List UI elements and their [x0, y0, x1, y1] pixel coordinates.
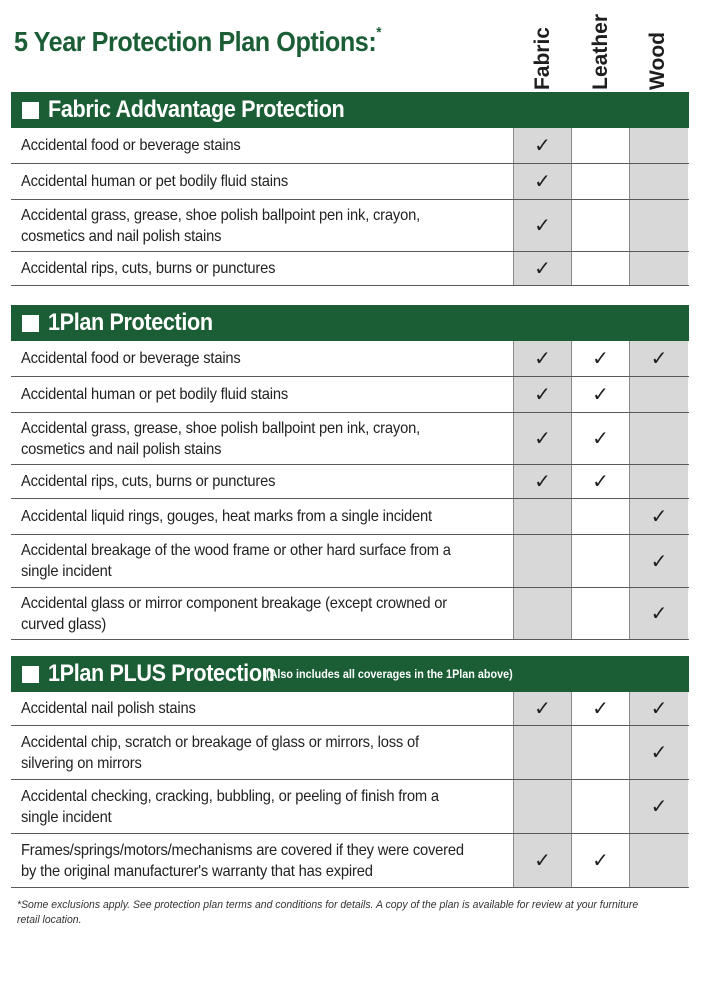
table-row	[11, 726, 689, 780]
coverage-label-text: Accidental rips, cuts, burns or punctures	[21, 260, 276, 277]
check-cell-wood	[629, 377, 688, 412]
checkmark-icon: ✓	[650, 698, 668, 720]
check-cell-wood	[629, 465, 688, 498]
coverage-label	[11, 164, 513, 199]
coverage-label-text: Accidental grass, grease, shoe polish ballpoint pen ink, crayon, cosmetics and nail polish stains	[21, 419, 420, 458]
checkmark-icon: ✓	[650, 603, 668, 625]
column-header-leather	[586, 4, 616, 90]
coverage-label-text: Accidental food or beverage stains	[21, 137, 241, 154]
column-header-fabric	[528, 4, 558, 90]
check-cell-wood	[629, 692, 688, 725]
coverage-label-text: Accidental rips, cuts, burns or punctures	[21, 473, 276, 490]
coverage-label-text: Accidental nail polish stains	[21, 700, 196, 717]
check-cell-fabric	[513, 834, 571, 887]
check-cell-wood	[629, 128, 688, 163]
check-cell-wood	[629, 413, 688, 464]
page-title	[14, 23, 382, 58]
check-cell-leather	[571, 252, 629, 285]
table-row	[11, 465, 689, 499]
checkmark-icon: ✓	[592, 384, 609, 406]
check-cell-wood	[629, 252, 688, 285]
check-cell-leather	[571, 834, 629, 887]
section-fabric-addvantage	[11, 92, 689, 286]
check-cell-fabric	[513, 499, 571, 534]
coverage-label	[11, 200, 513, 251]
checkmark-icon: ✓	[534, 258, 551, 280]
checkmark-icon: ✓	[534, 135, 551, 157]
coverage-label-text: Accidental glass or mirror component breakage (except crowned or curved glass)	[21, 594, 447, 633]
coverage-label	[11, 588, 513, 639]
coverage-label	[11, 692, 513, 725]
checkmark-icon: ✓	[650, 742, 668, 764]
table-row	[11, 834, 689, 888]
check-cell-fabric	[513, 341, 571, 376]
check-cell-fabric	[513, 780, 571, 833]
table-row	[11, 377, 689, 413]
check-cell-wood	[629, 164, 688, 199]
check-cell-fabric	[513, 252, 571, 285]
check-cell-wood	[629, 535, 688, 587]
table-row	[11, 341, 689, 377]
section-header	[11, 656, 689, 692]
check-cell-leather	[571, 780, 629, 833]
table-row	[11, 413, 689, 465]
table-row	[11, 200, 689, 252]
coverage-label	[11, 499, 513, 534]
coverage-label-text: Accidental human or pet bodily fluid stains	[21, 386, 289, 403]
check-cell-wood	[629, 780, 688, 833]
check-cell-leather	[571, 377, 629, 412]
checkmark-icon: ✓	[534, 698, 551, 720]
table-row	[11, 499, 689, 535]
checkmark-icon: ✓	[534, 215, 551, 237]
section-title: 1Plan PLUS Protection	[48, 660, 275, 687]
checkmark-icon: ✓	[534, 428, 551, 450]
check-cell-fabric	[513, 377, 571, 412]
checkmark-icon: ✓	[534, 384, 551, 406]
checkmark-icon: ✓	[534, 471, 551, 493]
section-1plan-plus	[11, 656, 689, 888]
check-cell-fabric	[513, 200, 571, 251]
coverage-label	[11, 834, 513, 887]
check-cell-fabric	[513, 465, 571, 498]
column-header-label: Wood	[646, 32, 669, 90]
coverage-table	[11, 341, 689, 640]
square-bullet-icon	[22, 666, 39, 683]
coverage-label	[11, 128, 513, 163]
column-header-label: Fabric	[531, 26, 554, 90]
checkmark-icon: ✓	[592, 348, 609, 370]
check-cell-fabric	[513, 692, 571, 725]
square-bullet-icon	[22, 102, 39, 119]
check-cell-leather	[571, 164, 629, 199]
section-1plan	[11, 305, 689, 640]
checkmark-icon: ✓	[650, 550, 668, 573]
coverage-label-text: Accidental human or pet bodily fluid stains	[21, 173, 289, 190]
check-cell-leather	[571, 128, 629, 163]
check-cell-fabric	[513, 535, 571, 587]
coverage-label-text: Accidental breakage of the wood frame or other hard surface from a single incident	[21, 542, 451, 580]
check-cell-fabric	[513, 413, 571, 464]
coverage-label	[11, 780, 513, 833]
check-cell-wood	[629, 726, 688, 779]
coverage-label	[11, 726, 513, 779]
coverage-table	[11, 128, 689, 286]
checkmark-icon: ✓	[592, 698, 609, 720]
table-row	[11, 535, 689, 588]
check-cell-fabric	[513, 128, 571, 163]
title-asterisk: *	[376, 23, 382, 41]
coverage-label	[11, 341, 513, 376]
coverage-label-text: Accidental grass, grease, shoe polish ballpoint pen ink, crayon, cosmetics and nail polish stains	[21, 206, 420, 245]
check-cell-fabric	[513, 726, 571, 779]
checkmark-icon: ✓	[650, 796, 668, 818]
table-row	[11, 780, 689, 834]
table-row	[11, 128, 689, 164]
coverage-label	[11, 465, 513, 498]
coverage-label	[11, 413, 513, 464]
checkmark-icon: ✓	[592, 428, 609, 450]
coverage-label	[11, 252, 513, 285]
coverage-label-text: Frames/springs/motors/mechanisms are covered if they were covered by the original manufacturer's warranty that has expired	[21, 841, 464, 880]
table-row	[11, 692, 689, 726]
check-cell-leather	[571, 465, 629, 498]
table-row	[11, 588, 689, 640]
checkmark-icon: ✓	[650, 348, 668, 370]
page-title-text: 5 Year Protection Plan Options:	[14, 26, 377, 57]
check-cell-leather	[571, 535, 629, 587]
check-cell-fabric	[513, 588, 571, 639]
check-cell-wood	[629, 200, 688, 251]
checkmark-icon: ✓	[592, 850, 609, 872]
check-cell-leather	[571, 499, 629, 534]
check-cell-leather	[571, 726, 629, 779]
checkmark-icon: ✓	[534, 850, 551, 872]
section-note: (Also includes all coverages in the 1Plan above)	[265, 667, 513, 681]
coverage-label	[11, 377, 513, 412]
coverage-label-text: Accidental food or beverage stains	[21, 350, 241, 367]
table-row	[11, 252, 689, 286]
coverage-label-text: Accidental checking, cracking, bubbling, or peeling of finish from a single incident	[21, 787, 439, 826]
check-cell-wood	[629, 834, 688, 887]
footnote: *Some exclusions apply. See protection plan terms and conditions for details. A copy of the plan is available for review at your furniture retail location.	[17, 899, 639, 926]
column-header-wood	[643, 4, 673, 90]
check-cell-wood	[629, 588, 688, 639]
checkmark-icon: ✓	[592, 471, 609, 493]
check-cell-wood	[629, 341, 688, 376]
square-bullet-icon	[22, 315, 39, 332]
check-cell-wood	[629, 499, 688, 534]
checkmark-icon: ✓	[534, 171, 551, 193]
section-title: 1Plan Protection	[48, 309, 213, 336]
table-row	[11, 164, 689, 200]
coverage-label	[11, 535, 513, 587]
coverage-table	[11, 692, 689, 888]
check-cell-leather	[571, 200, 629, 251]
section-header	[11, 92, 689, 128]
check-cell-leather	[571, 341, 629, 376]
column-header-label: Leather	[589, 14, 612, 90]
coverage-label-text: Accidental chip, scratch or breakage of glass or mirrors, loss of silvering on mirrors	[21, 733, 419, 772]
checkmark-icon: ✓	[534, 348, 551, 370]
check-cell-leather	[571, 692, 629, 725]
coverage-label-text: Accidental liquid rings, gouges, heat marks from a single incident	[21, 508, 432, 525]
check-cell-fabric	[513, 164, 571, 199]
checkmark-icon: ✓	[650, 506, 668, 528]
check-cell-leather	[571, 413, 629, 464]
section-header	[11, 305, 689, 341]
section-title: Fabric Addvantage Protection	[48, 96, 345, 123]
check-cell-leather	[571, 588, 629, 639]
